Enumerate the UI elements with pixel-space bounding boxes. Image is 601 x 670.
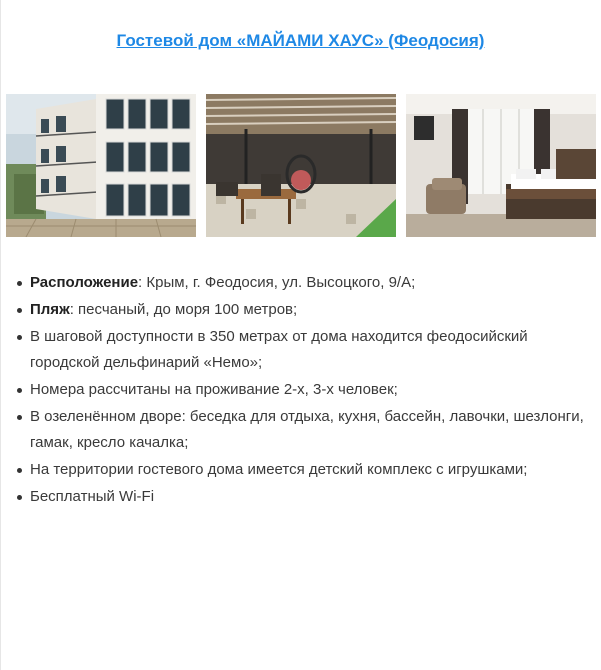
- beach-text: : песчаный, до моря 100 метров;: [69, 301, 298, 318]
- location-label: Расположение: [30, 274, 139, 291]
- list-item-courtyard: В озеленённом дворе: беседка для отдыха, кухня, бассейн, лавочки, шезлонги, гамак, кресло качалка;: [30, 404, 590, 456]
- photo-gallery: [6, 94, 596, 237]
- list-item-dolphinarium: В шаговой доступности в 350 метрах от дома находится феодосийский городской дельфинарий «Немо»;: [30, 324, 590, 376]
- list-item-location: [30, 270, 590, 296]
- list-item-wifi: Бесплатный Wi-Fi: [30, 484, 590, 510]
- building-facade-photo[interactable]: [6, 94, 196, 237]
- page-title-link[interactable]: Гостевой дом «МАЙАМИ ХАУС» (Феодосия): [116, 31, 485, 50]
- list-item-rooms: Номера рассчитаны на проживание 2-х, 3-х человек;: [30, 377, 590, 403]
- features-list: [0, 270, 590, 511]
- courtyard-gazebo-photo[interactable]: [206, 94, 396, 237]
- location-text: : Крым, г. Феодосия, ул. Высоцкого, 9/А;: [138, 274, 416, 291]
- beach-label: Пляж: [30, 301, 70, 318]
- list-item-beach: [30, 297, 590, 323]
- hotel-room-photo[interactable]: [406, 94, 596, 237]
- list-item-kids-complex: На территории гостевого дома имеется детский комплекс с игрушками;: [30, 457, 590, 483]
